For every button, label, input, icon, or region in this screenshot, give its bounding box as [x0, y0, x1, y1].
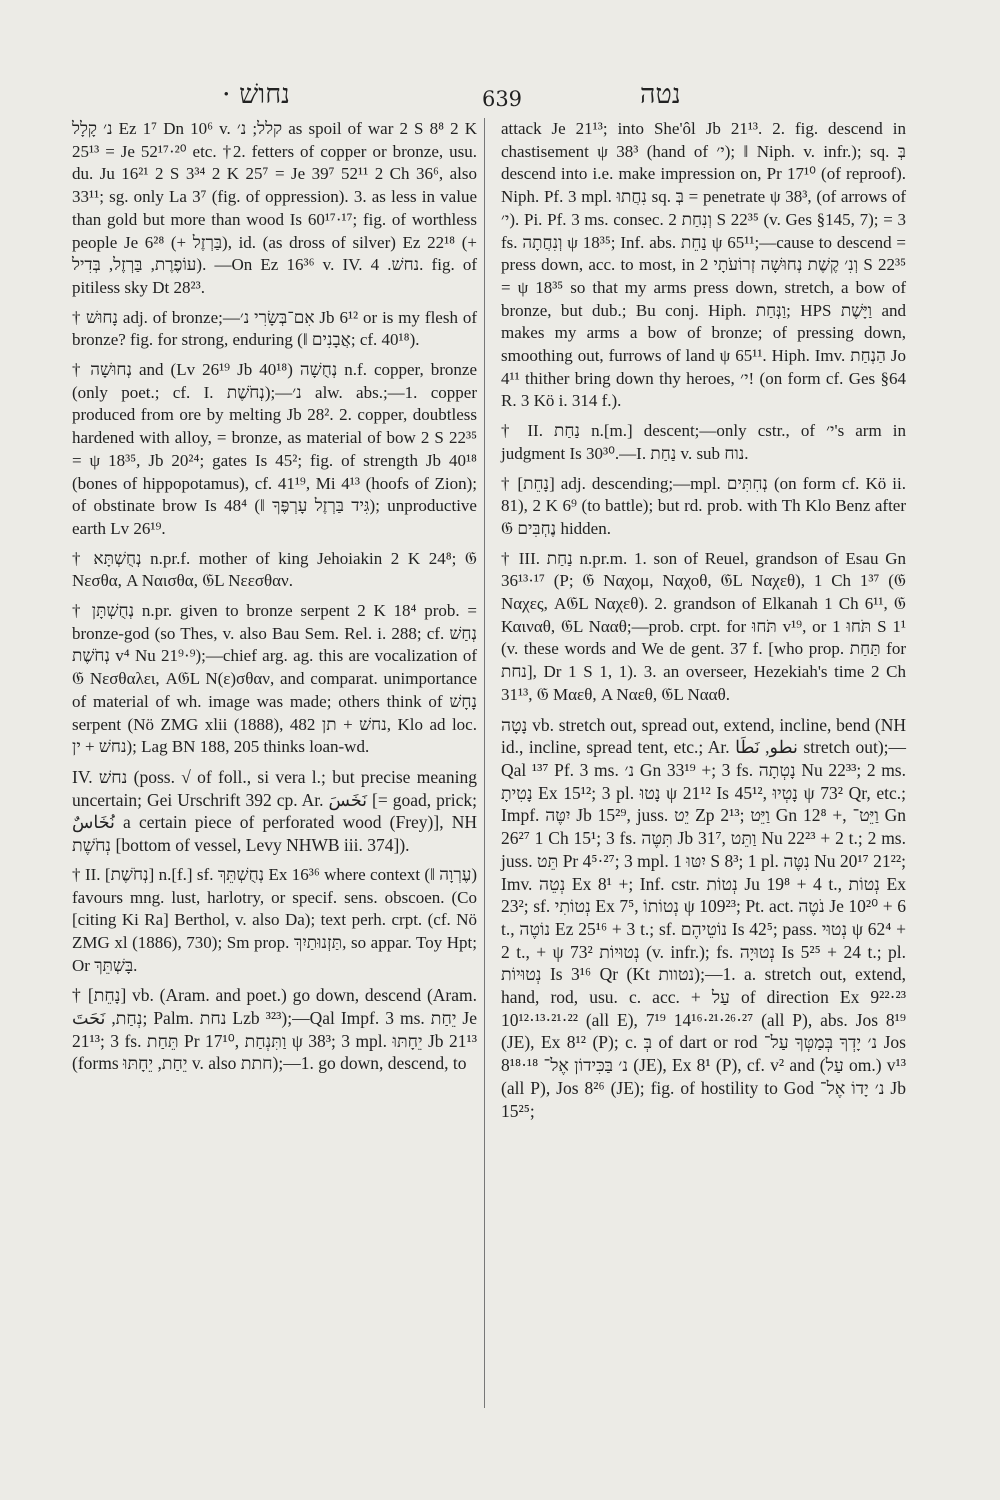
column-divider	[484, 118, 485, 1408]
right-column	[501, 118, 906, 1129]
page-number: 639	[481, 87, 523, 111]
entry-nachet-continuation: attack Je 21¹³; into She'ôl Jb 21¹³. 2. fig. descend in chastisement ψ 38³ (hand of י׳); ‖ Niph. v. infr.); sq. בְּ descend into i.e. make impression on, Pr 17¹⁰ (of reproof). Niph. Pf. 3 mpl. נִחֲתוּ sq. בְּ = penetrate ψ 38³, (of arrows of י׳). Pi. Pf. 3 ms. consec. וְנִחַת 2 S 22³⁵ (v. Ges §145, 7); = 3 fs. וְנִחֲתָה ψ 18³⁵; Inf. abs. נַחֵת ψ 65¹¹;—cause to descend = press down, acc. to most, in וְנִ׳ קֶשֶׁת נְחוּשָׁה זְרוֹעֹתָי 2 S 22³⁵ = ψ 18³⁵ so that my arms press down, stretch, a bow of bronze, but dub.; Bu conj. Hiph. וַנְּחַת; HPS וַיָּשֶׁת and makes my arms a bow of bronze; of pressing down, smoothing out, furrows of land ψ 65¹¹. Hiph. Imv. הַנְחַת Jo 4¹¹ thither bring down thy heroes, י׳! (on form cf. Ges §64 R. 3 Kö i. 314 f.).	[501, 119, 907, 411]
entry-nechushah: † נְחוּשָׁה and (Lv 26¹⁹ Jb 40¹⁸) נְחֻשָׁה n.f. copper, bronze (only poet.; cf. I. נְחֹשֶׁת);—נ׳ alw. abs.;—1. copper produced from ore by melting Jb 28². 2. copper, doubtless hardened with alloy, = bronze, as material of bow 2 S 22³⁵ = ψ 18³⁵, Jb 20²⁴; gates Is 45²; fig. of strength Jb 40¹⁸ (bones of hippopotamus), cf. 41¹⁹, Mi 4¹³ (hoofs of Zion); of obstinate brow Is 48⁴ (‖ גִּיד בַּרְזֶל עָרְפֶּךָ); unproductive earth Lv 26¹⁹.	[72, 360, 478, 538]
entry-nechushta: † נְחֻשְׁתָּא n.pr.f. mother of king Jehoiakin 2 K 24⁸; 𝔊 Νεσθα, A Ναισθα, 𝔊L Νεεσθαν.	[72, 548, 478, 591]
entry-nachat-ii: † II. נַחַת n.[m.] descent;—only cstr., of י׳'s arm in judgment Is 30³⁰.—I. נַחַת v. sub נוח.	[501, 421, 906, 463]
entry-natah: נָטָה vb. stretch out, spread out, extend, incline, bend (NH id., incline, spread tent, etc.; Ar. نطو, نَطَا stretch out);—Qal ¹³⁷ Pf. 3 ms. נ׳ Gn 33¹⁹ +; 3 fs. נָטְתָה Nu 22³³; 2 ms. נָטִיתָ Ex 15¹²; 3 pl. נָטוּ ψ 21¹² Is 45¹², נָטְיוּ ψ 73² Qr, etc.; Impf. יִטֶּה Jb 15²⁹, juss. יֵט Zp 2¹³; וַיֵּט Gn 12⁸ +, וַיֵּט־ Gn 26²⁷ 1 Ch 15¹; 3 fs. תִּטֶּה Jb 31⁷, וַתֵּט Nu 22²³ + 2 t.; 2 ms. juss. תֵּט Pr 4⁵·²⁷; 3 mpl. יִטּוּ 1 S 8³; 1 pl. נִטֶּה Nu 20¹⁷ 21²²; Imv. נְטֵה Ex 8¹ +; Inf. cstr. נְטוֹת Ju 19⁸ + 4 t., נְטוֹת Ex 23²; sf. נְטוֹתִי Ex 7⁵, נְטוֹתוֹ ψ 109²³; Pt. act. נֹטֶה Je 10²⁰ + 6 t., נוֹטֶה Ez 25¹⁶ + 3 t.; sf. נוֹטֵיהֶם Is 42⁵; pass. נְטוּי ψ 62⁴ + 2 t., + ψ 73² נְטוּיוֹת (v. infr.); fs. נְטוּיָה Is 5²⁵ + 24 t.; pl. נְטוּיוֹת Is 3¹⁶ Qr (Kt נטוות);—1. a. stretch out, extend, hand, rod, usu. c. acc. + עַל of direction Ex 9²²·²³ 10¹²·¹³·²¹·²² (all E), 7¹⁹ 14¹⁶·²¹·²⁶·²⁷ (all P), abs. Jos 8¹⁹ (JE), Ex 8¹² (P); c. בְּ of dart or rod נ׳ יָדְךָ בְּמַטְּךָ עַל־ Jos 8¹⁸·¹⁸ נ׳ בַּכִּידוֹן אֶל־ (JE), Ex 8¹ (P), cf. v² and (עַל om.) v¹³ (all P), Jos 8²⁶ (JE); fig. of hostility to God נ׳ יָדוֹ אֶל־ Jb 15²⁵;	[501, 714, 907, 1121]
entry-root-iv: IV. נחשׁ (poss. √ of foll., si vera l.; but precise meaning uncertain; Gei Urschrift 392 cp. Ar. نَخَسَ [= goad, prick; نُخَاسٌ a certain piece of perforated wood (Frey)], NH נְחֹשֶׁת [bottom of vessel, Levy NHWB iii. 374]).	[72, 766, 477, 856]
entry-continuation: נ׳ קָלָל Ez 1⁷ Dn 10⁶ v. קלל; נ׳ as spoil of war 2 S 8⁸ 2 K 25¹³ = Je 52¹⁷·²⁰ etc. †2. fetters of copper or bronze, usu. du. Ju 16²¹ 2 S 3³⁴ 2 K 25⁷ = Je 39⁷ 52¹¹ 2 Ch 36⁶, also 33¹¹; sg. only La 3⁷ (fig. of oppression). 3. as less in value than gold but more than wood Is 60¹⁷·¹⁷; fig. of worthless people Je 6²⁸ (+ בַּרְזֶל), id. (as dross of silver) Ez 22¹⁸ (+ עוֹפֶרֶת, בַּרְזֶל, בְּדִיל). —On Ez 16³⁶ v. IV. נחשׁ. 4. fig. of pitiless sky Dt 28²³.	[72, 119, 478, 297]
entry-nechoshet-ii: † II. [נְחֹשֶׁת] n.[f.] sf. נְחֻשְׁתֵּךְ Ex 16³⁶ where context (‖ עֶרְוָה) favours mng. lust, harlotry, or specif. sens. obscoen. (Co [citing Ki Ra] Berthol, v. also Da); text perh. crpt. (cf. Nö ZMG xl (1886), 730); Sm prop. תַּזְנוּתַיִךְ, so appar. Toy Hpt; Or בָּשְׁתֵּךְ.	[72, 864, 478, 975]
left-column	[72, 118, 477, 1082]
running-head-left: נחושׁ ·	[222, 79, 290, 110]
entry-nachet-verb: † [נָחֵת] vb. (Aram. and poet.) go down, descend (Aram. נְחַת, نَحَتَ; Palm. נחת Lzb ³²³);—Qal Impf. 3 ms. יֵחַת Je 21¹³; 3 fs. תֵּחַת Pr 17¹⁰, וַתִּנְחַת ψ 38³; 3 mpl. יֵחָתּוּ Jb 21¹³ (forms יֵחַת, יֵחָתּוּ v. also חתת);—1. go down, descend, to	[72, 985, 478, 1074]
running-head-right: נטה	[640, 79, 681, 110]
entry-nechushtan: † נְחֻשְׁתָּן n.pr. given to bronze serpent 2 K 18⁴ prob. = bronze-god (so Thes, v. also Bau Sem. Rel. i. 288; cf. נְחַשׁ נְחֹשֶׁת v⁴ Nu 21⁹·⁹);—chief arg. ag. this are vocalization of 𝔊 Νεσθαλει, A𝔊L Ν(ε)σθαν, and comparat. unimportance of material of wh. image was made; others think of נָחָשׁ serpent (Nö ZMG xlii (1888), 482 נחשׁ + תן, Klo ad loc. נחשׁ + ין); Lag BN 188, 205 thinks loan-wd.	[72, 601, 477, 757]
entry-nachat-iii: † III. נַחַת n.pr.m. 1. son of Reuel, grandson of Esau Gn 36¹³·¹⁷ (P; 𝔊 Ναχομ, Ναχοθ, 𝔊L Ναχεθ), 1 Ch 1³⁷ (𝔊 Ναχες, A𝔊L Ναχεθ). 2. grandson of Elkanah 1 Ch 6¹¹, 𝔊 Καιναθ, 𝔊L Νααθ;—prob. crpt. for תֹּחוּ v¹⁹, or תֹּחוּ 1 S 1¹ (v. these words and We de gent. 37 f. [who prop. תַּחַת for נחת], Dr 1 S 1, 1). 3. an overseer, Hezekiah's time 2 Ch 31¹³, 𝔊 Μαεθ, A Ναεθ, 𝔊L Νααθ.	[501, 548, 906, 704]
entry-nachet-adj: † [נָחֵת] adj. descending;—mpl. נְחִתִּים (on form cf. Kö ii. 81), 2 K 6⁹ (to battle); but rd. prob. with Th Klo Benz after 𝔊 נֶחְבִּים hidden.	[501, 473, 907, 538]
entry-nachush: † נָחוּשׁ adj. of bronze;—אִם־בְּשָׂרִי נ׳ Jb 6¹² or is my flesh of bronze? fig. for strong, enduring (‖ אֲבָנִים; cf. 40¹⁸).	[72, 307, 478, 350]
